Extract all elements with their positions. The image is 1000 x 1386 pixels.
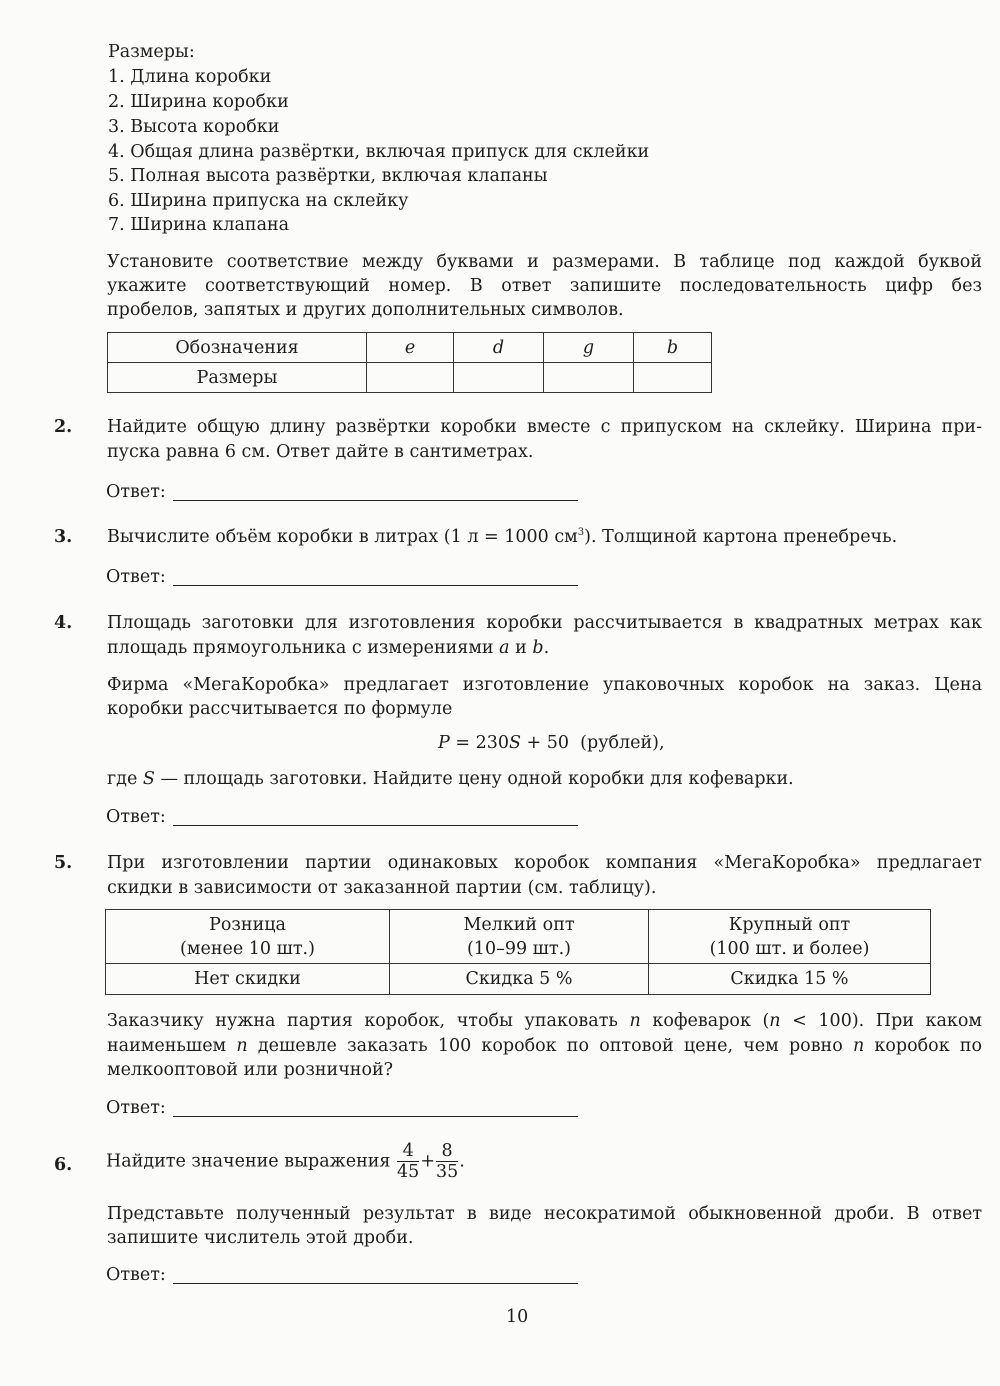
q4-line2-prefix: площадь прямоугольника с измерениями [107,638,500,658]
match-table-answer-cell[interactable] [454,363,544,393]
discount-header-title: Мелкий опт [463,914,575,935]
var-n: n [769,1011,781,1031]
match-table-answer-cell[interactable] [367,363,454,393]
answer-field[interactable] [173,500,578,501]
var-a: a [499,638,510,658]
where-prefix: где [107,769,143,789]
match-table-answer-cell[interactable] [634,363,712,393]
formula-rhs: + 50 (рублей), [520,733,665,753]
question-number: 2. [54,417,73,437]
q5-l2-c: коробок по [864,1036,983,1056]
discount-header-range: (менее 10 шт.) [180,938,315,959]
q5-l1-c: < 100). При каком [780,1011,982,1031]
sizes-item: 6. Ширина припуска на склейку [108,191,409,211]
question-number: 5. [54,853,73,873]
discount-value: Нет скидки [106,964,390,995]
fraction [397,1141,419,1182]
question-text: мелкооптовой или розничной? [107,1060,394,1080]
question-text: скидки в зависимости от заказанной партии (см. таблицу). [107,878,657,898]
question-text: Площадь заготовки для изготовления коробки рассчитывается в квадратных метрах как [107,613,982,633]
var-n: n [236,1036,248,1056]
where-text: — площадь заготовки. Найдите цену одной коробки для кофеварки. [154,769,794,789]
q4-line2-and: и [509,638,533,658]
question-text [107,1036,982,1056]
q3-sup: 3 [577,527,585,539]
price-formula [438,733,665,753]
q5-l2-a: наименьшем [107,1036,237,1056]
match-table-letter: d [454,333,544,363]
var-n: n [629,1011,641,1031]
match-table-answer-cell[interactable] [544,363,634,393]
discount-header [106,910,390,964]
question-text: коробки рассчитывается по формуле [107,699,453,719]
fraction [436,1141,458,1182]
fraction-denominator: 45 [397,1162,420,1182]
q4-line2-end: . [543,638,550,658]
var-b: b [532,638,544,658]
sizes-item: 4. Общая длина развёртки, включая припуск для склейки [108,142,650,162]
answer-label: Ответ: [106,1098,166,1118]
q3-text-after: ). Толщиной картона пренебречь. [584,527,898,547]
question-text: Найдите общую длину развёртки коробки вместе с припуском на склейку. Ширина при- [107,417,982,437]
formula-p: P [438,733,450,753]
answer-field[interactable] [173,1283,578,1284]
formula-s: S [508,733,521,753]
question-text: При изготовлении партии одинаковых коробок компания «МегаКоробка» предлагает [107,853,982,873]
answer-label: Ответ: [106,482,166,502]
var-s: S [142,769,155,789]
q6-expression [106,1141,465,1182]
match-table [107,332,712,393]
discount-header [390,910,649,964]
sizes-item: 2. Ширина коробки [108,92,289,112]
question-number: 4. [54,613,73,633]
sizes-item: 1. Длина коробки [108,67,272,87]
discount-table [105,909,931,995]
question-number: 3. [54,527,73,547]
match-instruction-line: пробелов, запятых и других дополнительных символов. [107,300,624,320]
question-number: 6. [54,1155,73,1175]
sizes-item: 3. Высота коробки [108,117,280,137]
answer-label: Ответ: [106,807,166,827]
discount-header-title: Розница [209,914,286,935]
sizes-item: 7. Ширина клапана [108,215,290,235]
formula-mid: = 230 [449,733,509,753]
discount-value: Скидка 5 % [390,964,649,995]
question-text [107,769,982,789]
match-table-row-label: Размеры [108,363,367,393]
fraction-denominator: 35 [435,1162,459,1182]
match-table-letter: b [634,333,712,363]
q5-l1-b: кофеварок ( [640,1011,770,1031]
match-instruction-line: Установите соответствие между буквами и размерами. В таблице под каждой буквой [107,252,982,272]
sizes-item: 5. Полная высота развёртки, включая клапаны [108,166,548,186]
fraction-numerator: 8 [436,1141,458,1162]
match-table-letter: g [544,333,634,363]
fraction-numerator: 4 [397,1141,419,1162]
match-table-letter: e [367,333,454,363]
sizes-heading: Размеры: [108,42,195,62]
question-text: Представьте полученный результат в виде несократимой обыкновенной дроби. В ответ [107,1204,982,1224]
discount-value: Скидка 15 % [649,964,931,995]
answer-field[interactable] [173,585,578,586]
page-number: 10 [506,1307,529,1327]
q5-l2-b: дешевле заказать 100 коробок по оптовой цене, чем ровно [247,1036,853,1056]
q5-l1-a: Заказчику нужна партия коробок, чтобы упаковать [107,1011,630,1031]
discount-header-title: Крупный опт [728,914,851,935]
answer-field[interactable] [173,1116,578,1117]
question-text [107,638,982,658]
var-n: n [852,1036,865,1056]
answer-label: Ответ: [106,1265,166,1285]
match-instruction-line: укажите соответствующий номер. В ответ запишите последовательность цифр без [107,276,982,296]
discount-header-range: (100 шт. и более) [709,938,870,959]
period: . [459,1151,465,1172]
match-table-row-label: Обозначения [108,333,367,363]
question-text: запишите числитель этой дроби. [107,1228,414,1248]
plus-sign: + [420,1151,435,1172]
discount-header-range: (10–99 шт.) [466,938,572,959]
answer-label: Ответ: [106,567,166,587]
q3-text-before: Вычислите объём коробки в литрах (1 л = 1000 см [107,527,578,547]
question-text [107,1011,982,1031]
discount-header [649,910,931,964]
question-text [107,527,982,547]
answer-field[interactable] [173,825,578,826]
q6-text: Найдите значение выражения [106,1151,391,1172]
question-text: пуска равна 6 см. Ответ дайте в сантиметрах. [107,442,534,462]
question-text: Фирма «МегаКоробка» предлагает изготовление упаковочных коробок на заказ. Цена [107,675,982,695]
